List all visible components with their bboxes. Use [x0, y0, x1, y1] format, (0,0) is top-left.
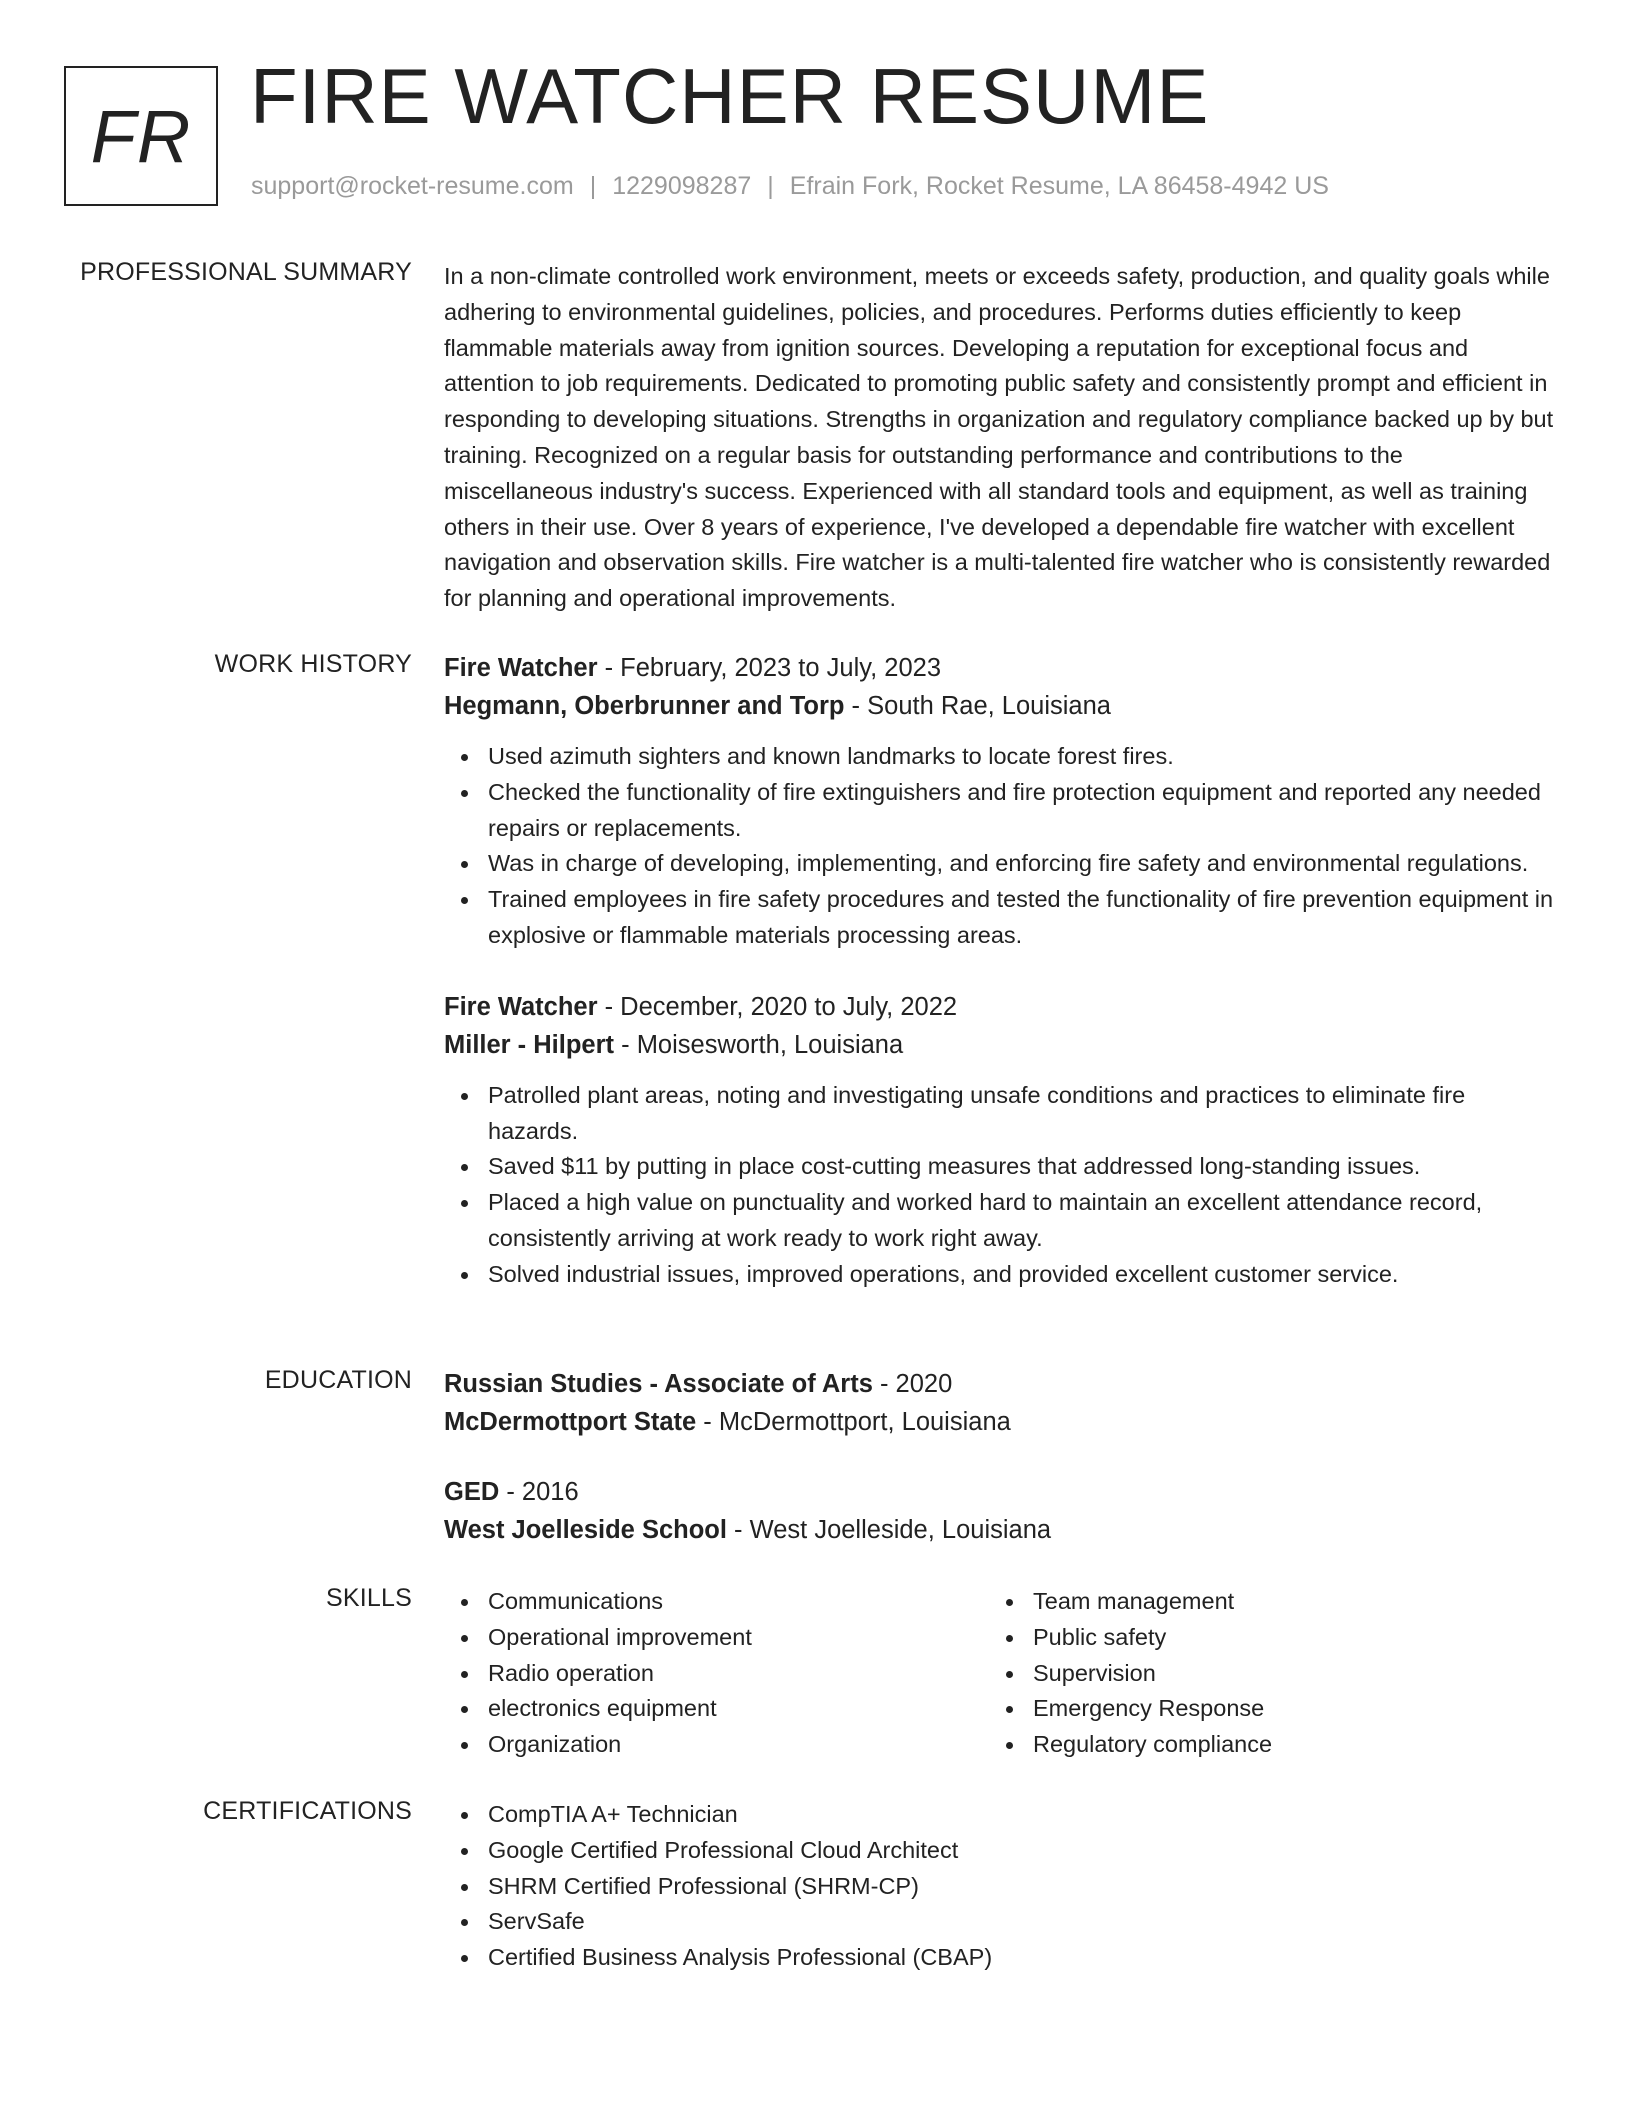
job-bullet: Checked the functionality of fire extinguishers and fire protection equipment and reported any needed repairs or replacements. — [488, 775, 1556, 847]
job-company-line — [444, 1026, 1556, 1064]
skills-heading: SKILLS — [326, 1584, 412, 1612]
skill-item: Team management — [1033, 1584, 1534, 1620]
job-dates: - February, 2023 to July, 2023 — [597, 654, 942, 682]
contact-separator: | — [589, 172, 597, 200]
education-entry — [444, 1473, 1556, 1549]
job-dates: - December, 2020 to July, 2022 — [597, 992, 958, 1021]
job-title-line — [444, 649, 1556, 687]
education-location: - West Joelleside, Louisiana — [726, 1516, 1052, 1544]
skills-columns — [444, 1584, 1556, 1763]
skill-item: Organization — [488, 1727, 989, 1763]
job-entry — [444, 988, 1556, 1293]
education-year: - 2020 — [872, 1370, 953, 1398]
skill-item: electronics equipment — [488, 1691, 989, 1727]
skills-column-left — [444, 1584, 989, 1763]
certifications-list — [444, 1797, 1556, 1976]
certifications-heading: CERTIFICATIONS — [203, 1797, 412, 1825]
education-school: West Joelleside School — [444, 1516, 727, 1544]
education-body — [444, 1365, 1556, 1549]
education-entry — [444, 1365, 1556, 1441]
education-degree-line — [444, 1365, 1556, 1403]
skill-item: Emergency Response — [1033, 1691, 1534, 1727]
job-entry — [444, 649, 1556, 954]
summary-heading: PROFESSIONAL SUMMARY — [80, 258, 412, 286]
page-title: FIRE WATCHER RESUME — [250, 52, 1210, 140]
job-title: Fire Watcher — [444, 654, 598, 682]
job-bullet: Solved industrial issues, improved operations, and provided excellent customer service. — [488, 1257, 1556, 1293]
contact-address: Efrain Fork, Rocket Resume, LA 86458-4942 US — [789, 172, 1329, 200]
certifications-body — [444, 1797, 1556, 1976]
skills-body — [444, 1584, 1556, 1763]
education-degree: Russian Studies - Associate of Arts — [444, 1370, 873, 1398]
certification-item: SHRM Certified Professional (SHRM-CP) — [488, 1869, 1556, 1905]
job-bullets — [444, 1078, 1556, 1293]
skill-item: Operational improvement — [488, 1620, 989, 1656]
contact-separator: | — [767, 172, 774, 200]
monogram-box — [64, 66, 218, 206]
contact-phone: 1229098287 — [612, 172, 752, 200]
job-bullet: Saved $11 by putting in place cost-cutting measures that addressed long-standing issues. — [488, 1149, 1556, 1185]
job-location: - South Rae, Louisiana — [844, 692, 1111, 720]
education-school-line — [444, 1511, 1556, 1549]
job-title-line — [444, 988, 1556, 1026]
job-bullet: Patrolled plant areas, noting and investigating unsafe conditions and practices to eliminate fire hazards. — [488, 1078, 1556, 1150]
certification-item: ServSafe — [488, 1904, 1556, 1940]
education-location: - McDermottport, Louisiana — [696, 1408, 1011, 1436]
job-location: - Moisesworth, Louisiana — [614, 1030, 904, 1059]
work-history-heading: WORK HISTORY — [214, 650, 412, 678]
education-school-line — [444, 1403, 1556, 1441]
education-degree-line — [444, 1473, 1556, 1511]
job-bullet: Placed a high value on punctuality and worked hard to maintain an excellent attendance record, consistently arriving at work ready to work right away. — [488, 1185, 1556, 1257]
monogram-initials: FR — [90, 94, 192, 178]
skill-item: Public safety — [1033, 1620, 1534, 1656]
skill-item: Supervision — [1033, 1656, 1534, 1692]
job-company: Miller - Hilpert — [444, 1030, 615, 1059]
job-bullet: Used azimuth sighters and known landmarks to locate forest fires. — [488, 739, 1556, 775]
skills-list — [989, 1584, 1534, 1763]
education-degree: GED — [444, 1478, 500, 1506]
skills-column-right — [989, 1584, 1534, 1763]
education-heading: EDUCATION — [264, 1366, 412, 1394]
skill-item: Regulatory compliance — [1033, 1727, 1534, 1763]
work-history-body — [444, 649, 1556, 1293]
job-company: Hegmann, Oberbrunner and Torp — [444, 692, 845, 720]
contact-line — [251, 172, 1329, 201]
job-bullet: Was in charge of developing, implementing, and enforcing fire safety and environmental regulations. — [488, 846, 1556, 882]
skill-item: Radio operation — [488, 1656, 989, 1692]
certification-item: CompTIA A+ Technician — [488, 1797, 1556, 1833]
certification-item: Certified Business Analysis Professional (CBAP) — [488, 1940, 1556, 1976]
job-title: Fire Watcher — [444, 992, 598, 1021]
job-bullet: Trained employees in fire safety procedures and tested the functionality of fire prevention equipment in explosive or flammable materials processing areas. — [488, 882, 1556, 954]
job-company-line — [444, 687, 1556, 725]
education-year: - 2016 — [499, 1478, 579, 1506]
education-school: McDermottport State — [444, 1408, 697, 1436]
summary-text: In a non-climate controlled work environment, meets or exceeds safety, production, and quality goals while adhering to environmental guidelines, policies, and procedures. Performs duties efficiently to keep flammable materials away from ignition sources. Developing a reputation for exceptional focus and attention to job requirements. Dedicated to promoting public safety and consistently prompt and efficient in responding to developing situations. Strengths in organization and regulatory compliance backed up by but training. Recognized on a regular basis for outstanding performance and contributions to the miscellaneous industry's success. Experienced with all standard tools and equipment, as well as training others in their use. Over 8 years of experience, I've developed a dependable fire watcher with excellent navigation and observation skills. Fire watcher is a multi-talented fire watcher who is consistently rewarded for planning and operational improvements. — [444, 263, 1554, 612]
contact-email: support@rocket-resume.com — [251, 172, 574, 200]
summary-body — [444, 259, 1556, 617]
certification-item: Google Certified Professional Cloud Architect — [488, 1833, 1556, 1869]
skill-item: Communications — [488, 1584, 989, 1620]
skills-list — [444, 1584, 989, 1763]
job-bullets — [444, 739, 1556, 954]
